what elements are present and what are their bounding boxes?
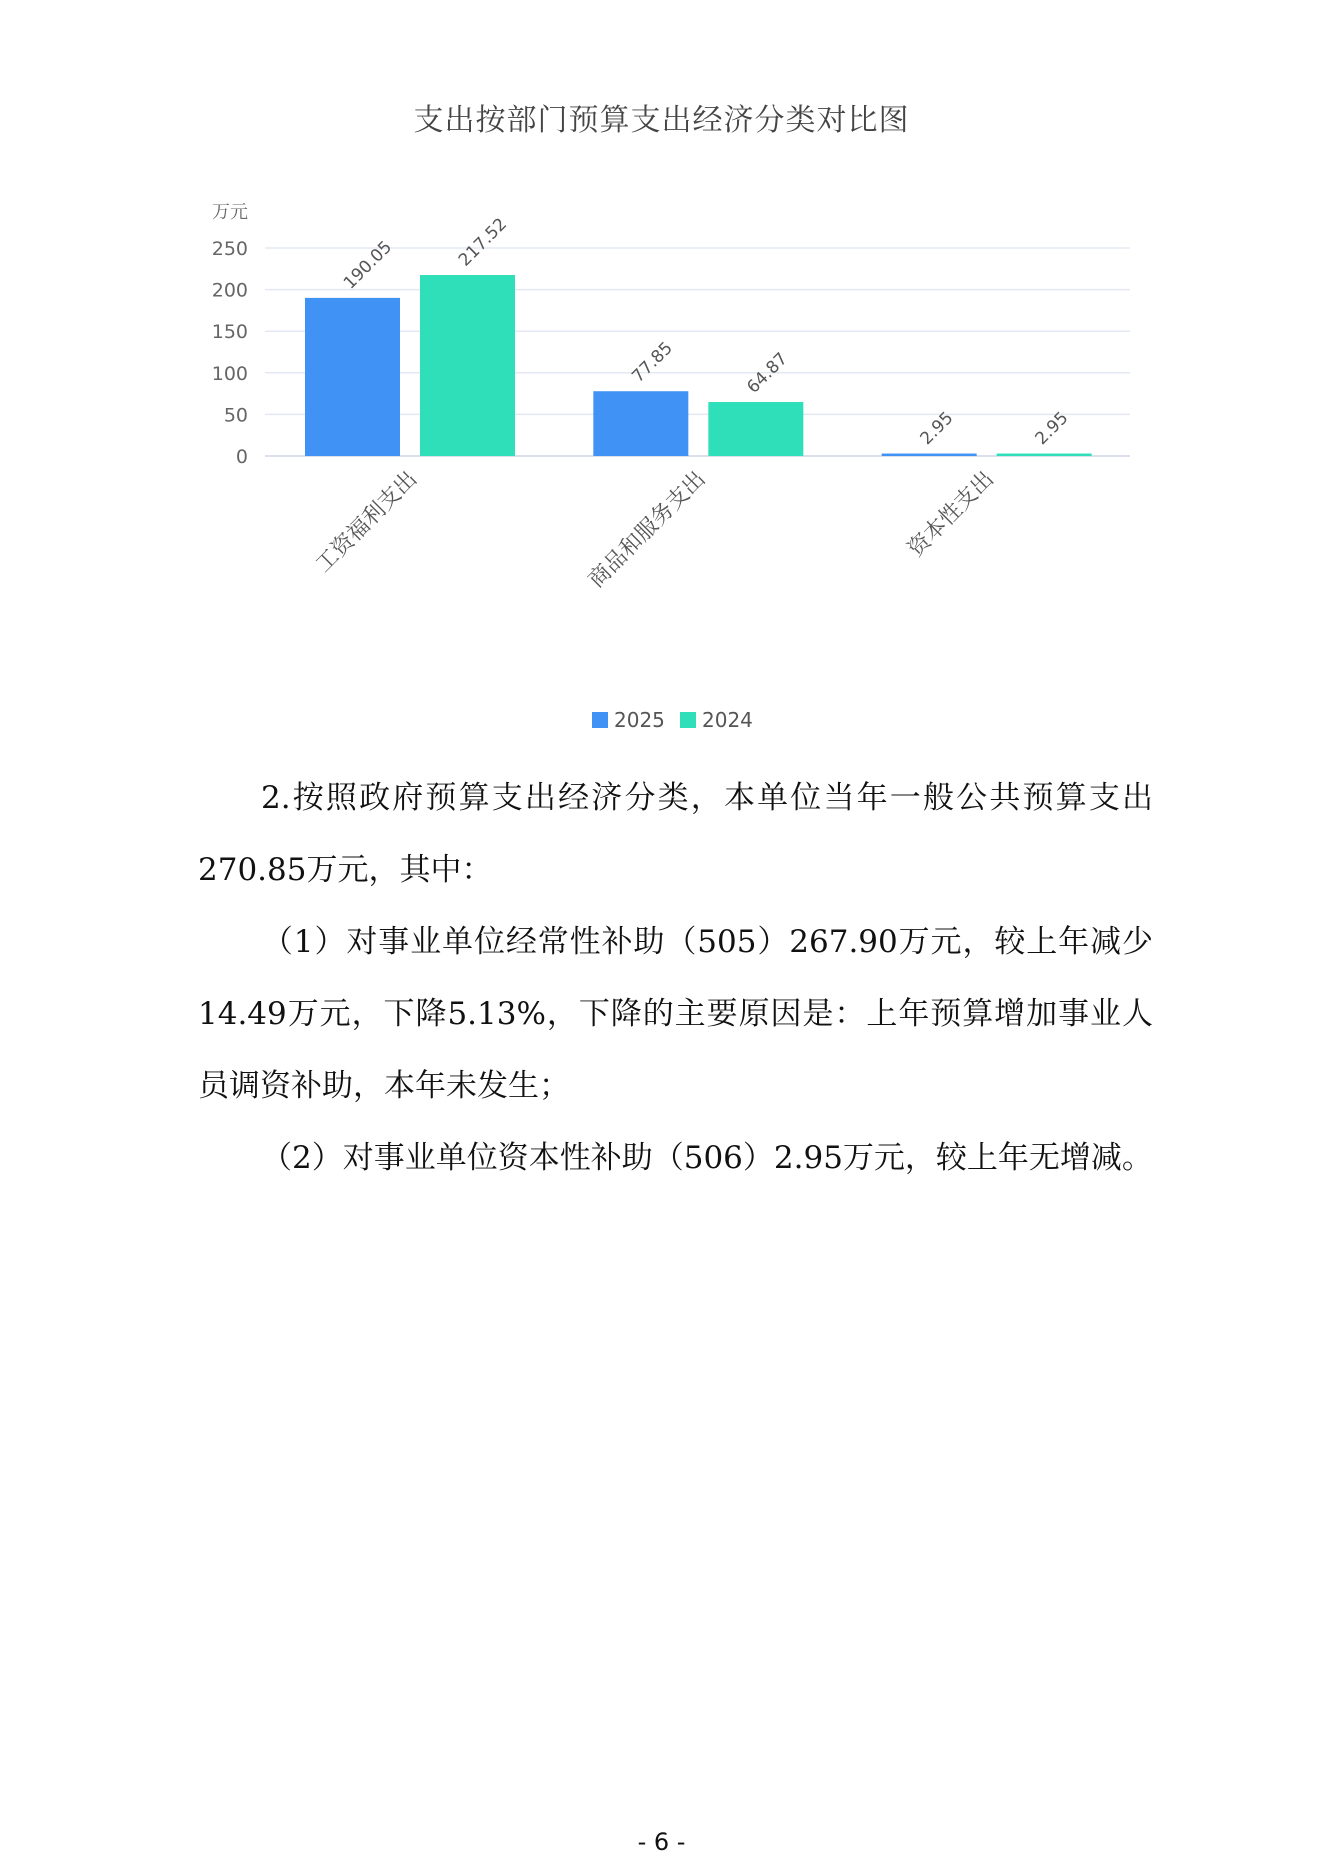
x-axis-categories xyxy=(311,467,999,594)
paragraph-1: 2.按照政府预算支出经济分类，本单位当年一般公共预算支出270.85万元，其中： xyxy=(198,780,1153,888)
data-label: 217.52 xyxy=(454,214,512,271)
category-label: 资本性支出 xyxy=(903,466,999,563)
y-tick-label: 150 xyxy=(211,321,248,344)
data-label: 2.95 xyxy=(916,408,958,450)
category-label: 工资福利支出 xyxy=(311,466,423,578)
bar-2025 xyxy=(305,298,400,456)
bar-2025 xyxy=(882,454,977,456)
page-number: - 6 - xyxy=(637,1828,686,1856)
y-axis-unit: 万元 xyxy=(212,202,248,223)
data-label: 190.05 xyxy=(339,237,397,294)
legend[interactable] xyxy=(592,708,753,732)
legend-swatch[interactable] xyxy=(592,712,608,728)
bar-2024 xyxy=(997,454,1092,456)
data-label: 2.95 xyxy=(1031,408,1073,450)
y-tick-label: 0 xyxy=(235,446,248,468)
y-tick-label: 100 xyxy=(211,362,248,385)
legend-label[interactable]: 2025 xyxy=(614,708,665,732)
paragraph-2: （1）对事业单位经常性补助（505）267.90万元，较上年减少14.49万元，下降5.13%，下降的主要原因是：上年预算增加事业人员调资补助，本年未发生； xyxy=(198,924,1153,1104)
paragraph-3: （2）对事业单位资本性补助（506）2.95万元，较上年无增减。 xyxy=(261,1140,1153,1176)
y-tick-label: 250 xyxy=(211,238,248,260)
chart-title: 支出按部门预算支出经济分类对比图 xyxy=(413,103,910,138)
y-axis-ticks xyxy=(212,238,248,468)
legend-label[interactable]: 2024 xyxy=(702,708,753,732)
y-tick-label: 200 xyxy=(211,279,248,302)
data-label: 77.85 xyxy=(628,338,677,387)
data-label: 64.87 xyxy=(743,349,792,398)
bar-2024 xyxy=(708,402,803,456)
bar-2025 xyxy=(593,391,688,456)
bar-2024 xyxy=(420,275,515,456)
category-label: 商品和服务支出 xyxy=(583,466,711,594)
bars xyxy=(305,275,1092,456)
legend-swatch[interactable] xyxy=(680,712,696,728)
y-tick-label: 50 xyxy=(223,404,248,427)
bar-chart xyxy=(0,0,1323,760)
